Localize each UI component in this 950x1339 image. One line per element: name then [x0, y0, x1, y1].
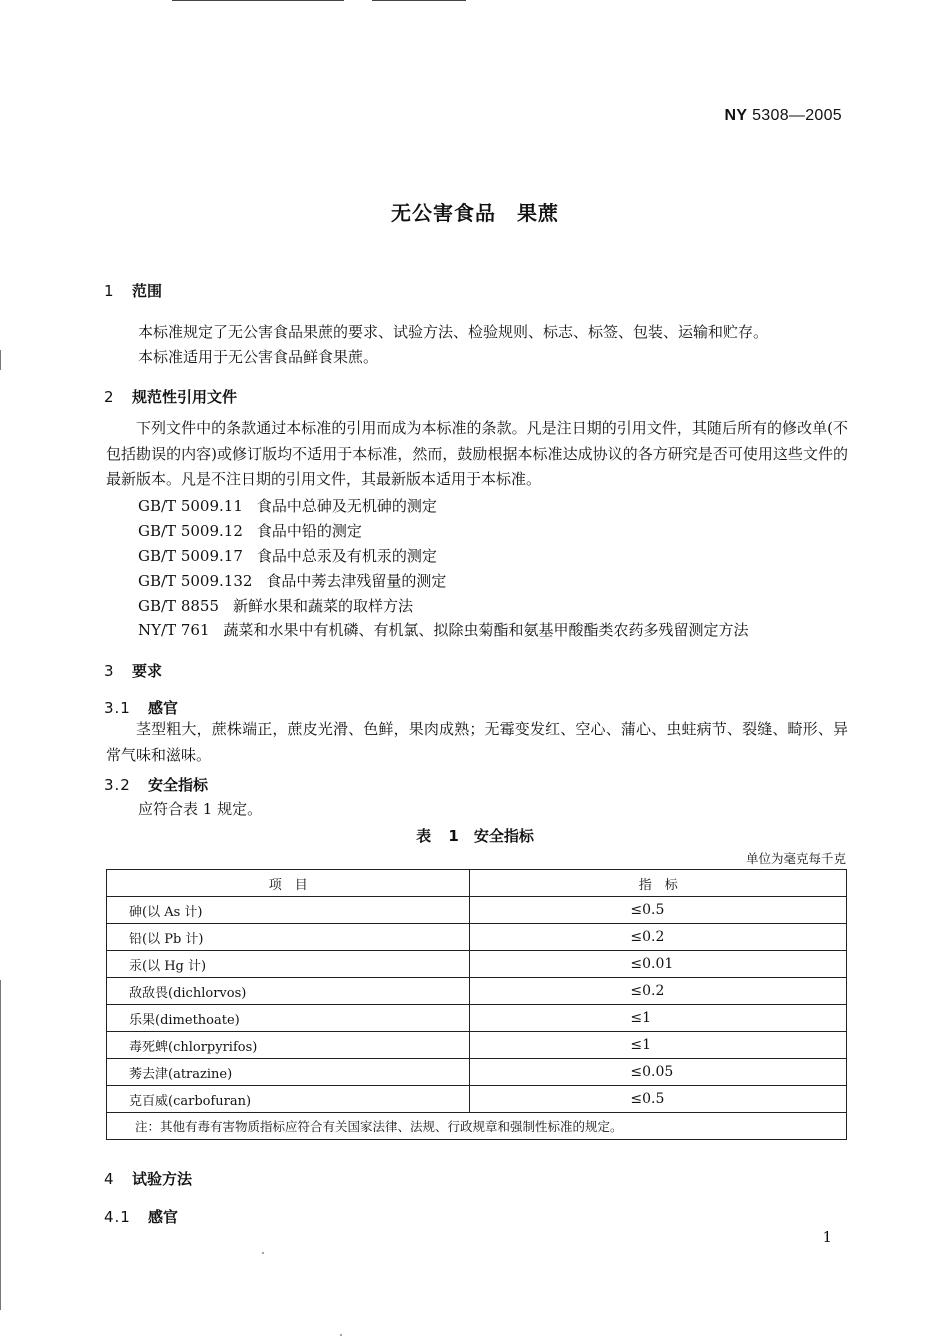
- table-header-row: [107, 870, 847, 897]
- item-cell: 乐果(dimethoate): [107, 1005, 470, 1032]
- item-cell: 汞(以 Hg 计): [107, 951, 470, 978]
- item-cell: 砷(以 As 计): [107, 897, 470, 924]
- section-heading-2: 2 规范性引用文件: [104, 388, 238, 406]
- paragraph: 下列文件中的条款通过本标准的引用而成为本标准的条款。凡是注日期的引用文件，其随后所有的修改单(不包括勘误的内容)或修订版均不适用于本标准，然而，鼓励根据本标准达成协议的各方研究是否可使用这些文件的最新版本。凡是不注日期的引用文件，其最新版本适用于本标准。: [106, 419, 848, 488]
- section-heading-1: 1 范围: [104, 282, 163, 300]
- scan-edge: [0, 980, 1, 1310]
- paragraph: 应符合表 1 规定。: [138, 800, 263, 818]
- subsection-heading-4-1: 4.1 感官: [104, 1208, 179, 1226]
- table-unit: 单位为毫克每千克: [745, 851, 846, 866]
- reference-item: GB/T 5009.11 食品中总砷及无机砷的测定: [138, 497, 437, 515]
- limit-cell: ≤0.2: [470, 978, 847, 1005]
- subsection-heading-3-2: 3.2 安全指标: [104, 776, 209, 794]
- table-row: [107, 1086, 847, 1113]
- limit-cell: ≤1: [470, 1005, 847, 1032]
- table-row: [107, 951, 847, 978]
- item-cell: 敌敌畏(dichlorvos): [107, 978, 470, 1005]
- limit-cell: ≤0.01: [470, 951, 847, 978]
- page-title: 无公害食品 果蔗: [391, 201, 559, 225]
- limit-cell: ≤1: [470, 1032, 847, 1059]
- table-row: [107, 978, 847, 1005]
- paragraph: 本标准适用于无公害食品鲜食果蔗。: [138, 348, 379, 366]
- section-heading-4: 4 试验方法: [104, 1170, 193, 1188]
- table-note: 注：其他有毒有害物质指标应符合有关国家法律、法规、行政规章和强制性标准的规定。: [107, 1113, 847, 1140]
- scan-rule: [172, 0, 344, 1]
- scan-rule: [372, 0, 466, 1]
- table-row: [107, 924, 847, 951]
- limit-cell: ≤0.05: [470, 1059, 847, 1086]
- section-heading-3: 3 要求: [104, 662, 163, 680]
- table-row: [107, 1032, 847, 1059]
- safety-index-table: [106, 869, 847, 1140]
- paragraph: 茎型粗大，蔗株端正，蔗皮光滑、色鲜，果肉成熟；无霉变发红、空心、蒲心、虫蛀病节、裂缝、畸形、异常气味和滋味。: [106, 720, 848, 764]
- item-cell: 毒死蜱(chlorpyrifos): [107, 1032, 470, 1059]
- table-row: [107, 1005, 847, 1032]
- subsection-heading-3-1: 3.1 感官: [104, 699, 179, 717]
- column-header-limit: 指 标: [470, 870, 847, 897]
- scan-speck: [340, 1334, 342, 1336]
- reference-item: GB/T 8855 新鲜水果和蔬菜的取样方法: [138, 597, 414, 615]
- item-cell: 莠去津(atrazine): [107, 1059, 470, 1086]
- scan-edge: [0, 350, 1, 370]
- limit-cell: ≤0.5: [470, 897, 847, 924]
- paragraph: 本标准规定了无公害食品果蔗的要求、试验方法、检验规则、标志、标签、包装、运输和贮存。: [138, 323, 769, 341]
- table-row: [107, 897, 847, 924]
- reference-item: GB/T 5009.17 食品中总汞及有机汞的测定: [138, 547, 437, 565]
- limit-cell: ≤0.5: [470, 1086, 847, 1113]
- item-cell: 克百威(carbofuran): [107, 1086, 470, 1113]
- scan-speck: [262, 1252, 264, 1254]
- table-row: [107, 1059, 847, 1086]
- table-note-row: [107, 1113, 847, 1140]
- reference-item: NY/T 761 蔬菜和水果中有机磷、有机氯、拟除虫菊酯和氨基甲酸酯类农药多残留测定方法: [138, 621, 749, 639]
- reference-item: GB/T 5009.12 食品中铅的测定: [138, 522, 362, 540]
- item-cell: 铅(以 Pb 计): [107, 924, 470, 951]
- reference-item: GB/T 5009.132 食品中莠去津残留量的测定: [138, 572, 447, 590]
- standard-number: NY 5308—2005: [724, 107, 842, 124]
- column-header-item: 项 目: [107, 870, 470, 897]
- limit-cell: ≤0.2: [470, 924, 847, 951]
- page-number: 1: [822, 1228, 832, 1246]
- table-caption: 表 1 安全指标: [416, 827, 534, 845]
